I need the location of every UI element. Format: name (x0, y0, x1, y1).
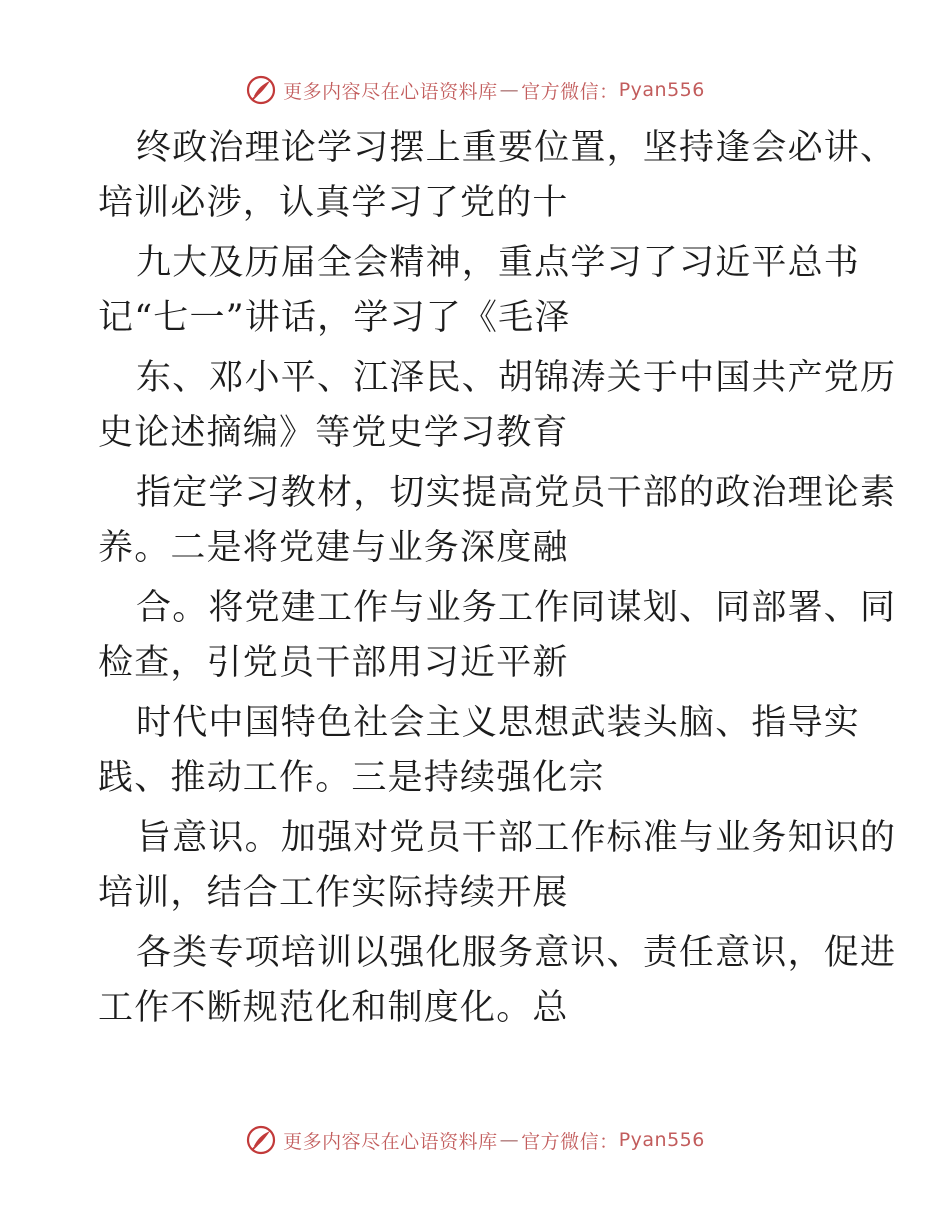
header-watermark (0, 72, 950, 108)
text-line: 东、邓小平、江泽民、胡锦涛关于中国共产党历 (136, 358, 897, 398)
watermark-text: 更多内容尽在心语资料库 (283, 80, 498, 103)
text-line: 九大及历届全会精神，重点学习了习近平总书 (136, 243, 861, 283)
text-line: 合。将党建工作与业务工作同谋划、同部署、同 (136, 588, 897, 628)
text-line: 各类专项培训以强化服务意识、责任意识，促进 (136, 933, 897, 973)
text-line: 工作不断规范化和制度化。总 (98, 988, 569, 1028)
watermark-text: 更多内容尽在心语资料库 (283, 1130, 498, 1153)
watermark-contact-label: 官方微信： (521, 80, 619, 103)
text-line: 养。二是将党建与业务深度融 (98, 528, 569, 568)
text-line: 培训必涉，认真学习了党的十 (98, 183, 569, 223)
text-line: 践、推动工作。三是持续强化宗 (98, 758, 605, 798)
watermark-separator: — (499, 1129, 520, 1151)
text-line: 记“七一”讲话，学习了《毛泽 (98, 298, 571, 338)
text-line: 史论述摘编》等党史学习教育 (98, 413, 569, 453)
watermark-contact-label: 官方微信： (521, 1130, 619, 1153)
watermark-separator: — (499, 79, 520, 101)
text-line: 终政治理论学习摆上重要位置，坚持逢会必讲、 (136, 128, 897, 168)
red-quill-logo-icon (245, 74, 277, 106)
watermark-contact-id: Pyan556 (618, 79, 705, 101)
text-line: 旨意识。加强对党员干部工作标准与业务知识的 (136, 818, 897, 858)
footer-watermark (0, 1122, 950, 1158)
text-line: 培训，结合工作实际持续开展 (98, 873, 569, 913)
text-line: 时代中国特色社会主义思想武装头脑、指导实 (136, 703, 861, 743)
watermark-contact-id: Pyan556 (618, 1129, 705, 1151)
text-line: 指定学习教材，切实提高党员干部的政治理论素 (136, 473, 897, 513)
text-line: 检查，引党员干部用习近平新 (98, 643, 569, 683)
red-quill-logo-icon (245, 1124, 277, 1156)
